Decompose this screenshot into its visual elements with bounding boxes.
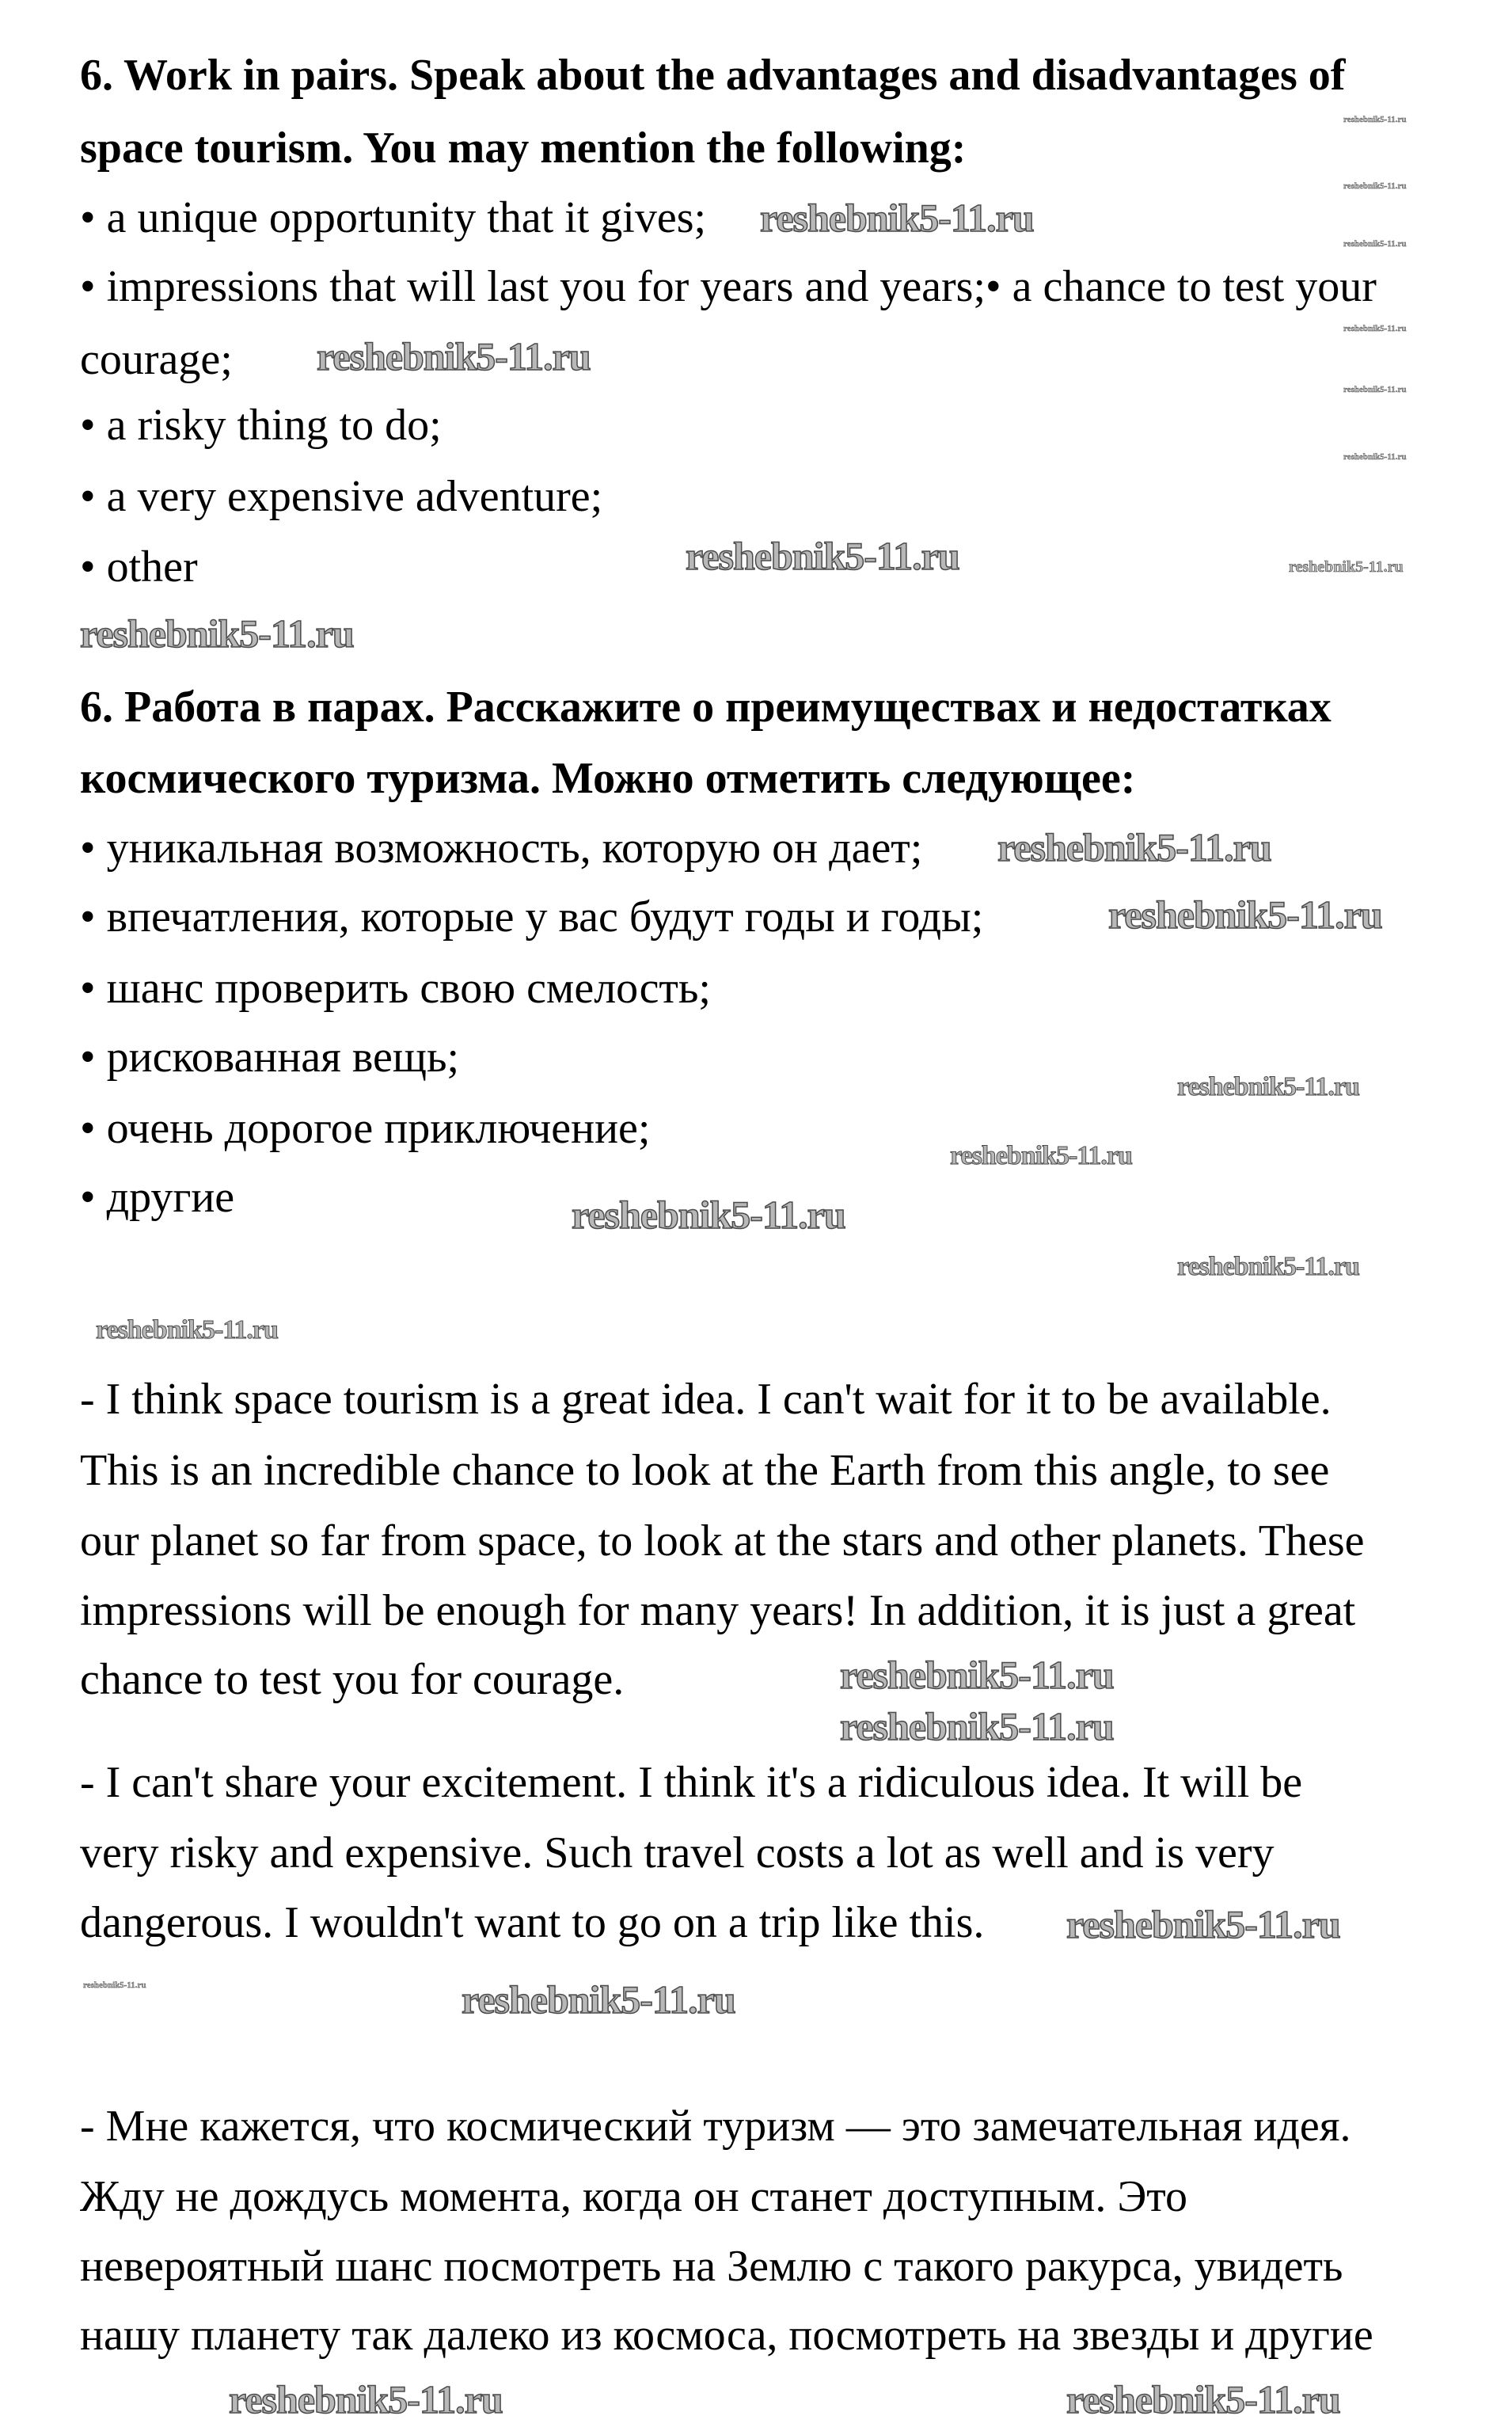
list-item: • a very expensive adventure; — [80, 472, 603, 521]
watermark: reshebnik5-11.ru — [760, 196, 1034, 240]
heading-line: 6. Work in pairs. Speak about the advantages and disadvantages of — [80, 51, 1346, 100]
text-line: - I think space tourism is a great idea. I can't wait for it to be available. — [80, 1375, 1332, 1424]
watermark: reshebnik5-11.ru — [950, 1141, 1132, 1170]
list-item: • очень дорогое приключение; — [80, 1104, 651, 1153]
watermark: reshebnik5-11.ru — [317, 334, 591, 379]
text-line: - I can't share your excitement. I think it's a ridiculous idea. It will be — [80, 1758, 1303, 1807]
list-item: • a risky thing to do; — [80, 401, 442, 450]
watermark: reshebnik5-11.ru — [1343, 324, 1407, 333]
heading-line: космического туризма. Можно отметить следующее: — [80, 754, 1136, 803]
watermark: reshebnik5-11.ru — [1289, 558, 1404, 576]
watermark: reshebnik5-11.ru — [1343, 385, 1407, 394]
text-line: impressions will be enough for many years! In addition, it is just a great — [80, 1586, 1356, 1635]
list-item: courage; — [80, 335, 233, 384]
text-line: dangerous. I wouldn't want to go on a trip like this. — [80, 1898, 985, 1947]
watermark: reshebnik5-11.ru — [840, 1653, 1114, 1697]
list-item: • уникальная возможность, которую он дает; — [80, 824, 923, 873]
text-line: chance to test you for courage. — [80, 1655, 625, 1704]
watermark: reshebnik5-11.ru — [1066, 2377, 1340, 2422]
watermark: reshebnik5-11.ru — [96, 1315, 278, 1345]
watermark: reshebnik5-11.ru — [462, 1977, 735, 2022]
list-item: • impressions that will last you for years and years;• a chance to test your — [80, 262, 1377, 311]
watermark: reshebnik5-11.ru — [1343, 181, 1407, 191]
watermark: reshebnik5-11.ru — [1343, 239, 1407, 249]
watermark: reshebnik5-11.ru — [1177, 1072, 1359, 1101]
watermark: reshebnik5-11.ru — [572, 1193, 845, 1237]
heading-line: space tourism. You may mention the following: — [80, 124, 967, 173]
text-line: невероятный шанс посмотреть на Землю с такого ракурса, увидеть — [80, 2242, 1343, 2291]
list-item: • a unique opportunity that it gives; — [80, 193, 707, 242]
text-line: This is an incredible chance to look at the Earth from this angle, to see — [80, 1446, 1330, 1495]
watermark: reshebnik5-11.ru — [83, 1980, 146, 1990]
list-item: • шанс проверить свою смелость; — [80, 964, 711, 1013]
list-item: • рискованная вещь; — [80, 1033, 460, 1082]
watermark: reshebnik5-11.ru — [686, 534, 959, 578]
watermark: reshebnik5-11.ru — [1343, 115, 1407, 124]
text-line: - Мне кажется, что космический туризм — это замечательная идея. — [80, 2102, 1351, 2151]
text-line: Жду не дождусь момента, когда он станет доступным. Это — [80, 2172, 1188, 2221]
text-line: our planet so far from space, to look at the stars and other planets. These — [80, 1516, 1365, 1566]
list-item: • впечатления, которые у вас будут годы и годы; — [80, 892, 984, 942]
text-line: нашу планету так далеко из космоса, посмотреть на звезды и другие — [80, 2311, 1373, 2360]
watermark: reshebnik5-11.ru — [1108, 892, 1382, 937]
list-item: • другие — [80, 1173, 235, 1222]
heading-line: 6. Работа в парах. Расскажите о преимуществах и недостатках — [80, 683, 1332, 732]
watermark: reshebnik5-11.ru — [997, 825, 1271, 869]
watermark: reshebnik5-11.ru — [1177, 1252, 1359, 1281]
text-line: very risky and expensive. Such travel costs a lot as well and is very — [80, 1828, 1275, 1878]
watermark: reshebnik5-11.ru — [1343, 452, 1407, 462]
watermark: reshebnik5-11.ru — [229, 2377, 503, 2422]
watermark: reshebnik5-11.ru — [1066, 1902, 1340, 1946]
list-item: • other — [80, 542, 198, 592]
watermark: reshebnik5-11.ru — [80, 611, 354, 656]
watermark: reshebnik5-11.ru — [840, 1704, 1114, 1748]
